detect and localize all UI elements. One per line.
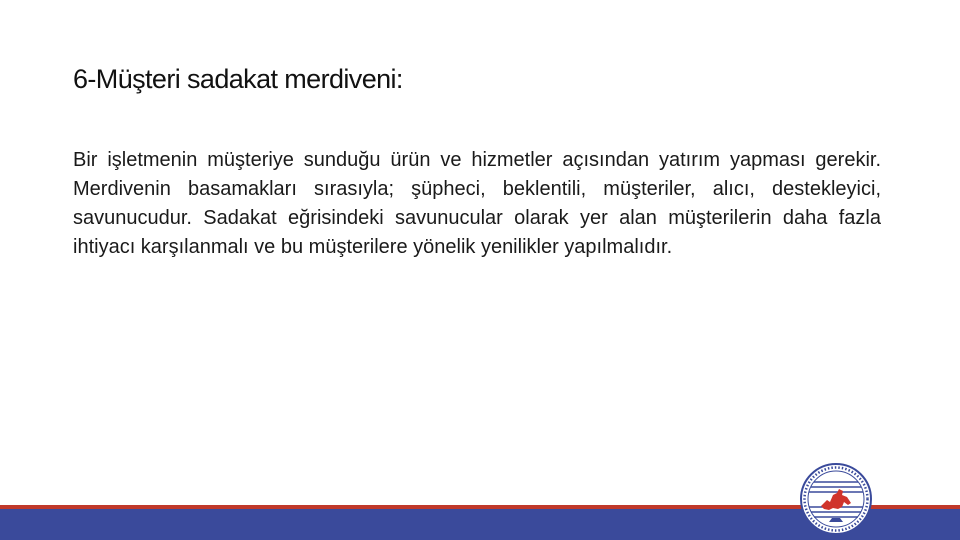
slide-body-text: Bir işletmenin müşteriye sunduğu ürün ve hizmetler açısından yatırım yapması gerekir. Merdivenin basamakları sırasıyla; şüpheci, beklentili, müşteriler, alıcı, destekleyici, savunucudur. Sadakat eğrisindeki savunucular olarak yer alan müşterilerin daha fazla ihtiyacı karşılanmalı ve bu müşterilere yönelik yenilikler yapılmalıdır. bbox=[73, 149, 881, 258]
slide-title: 6-Müşteri sadakat merdiveni: bbox=[73, 64, 403, 94]
university-seal-icon bbox=[799, 462, 873, 536]
